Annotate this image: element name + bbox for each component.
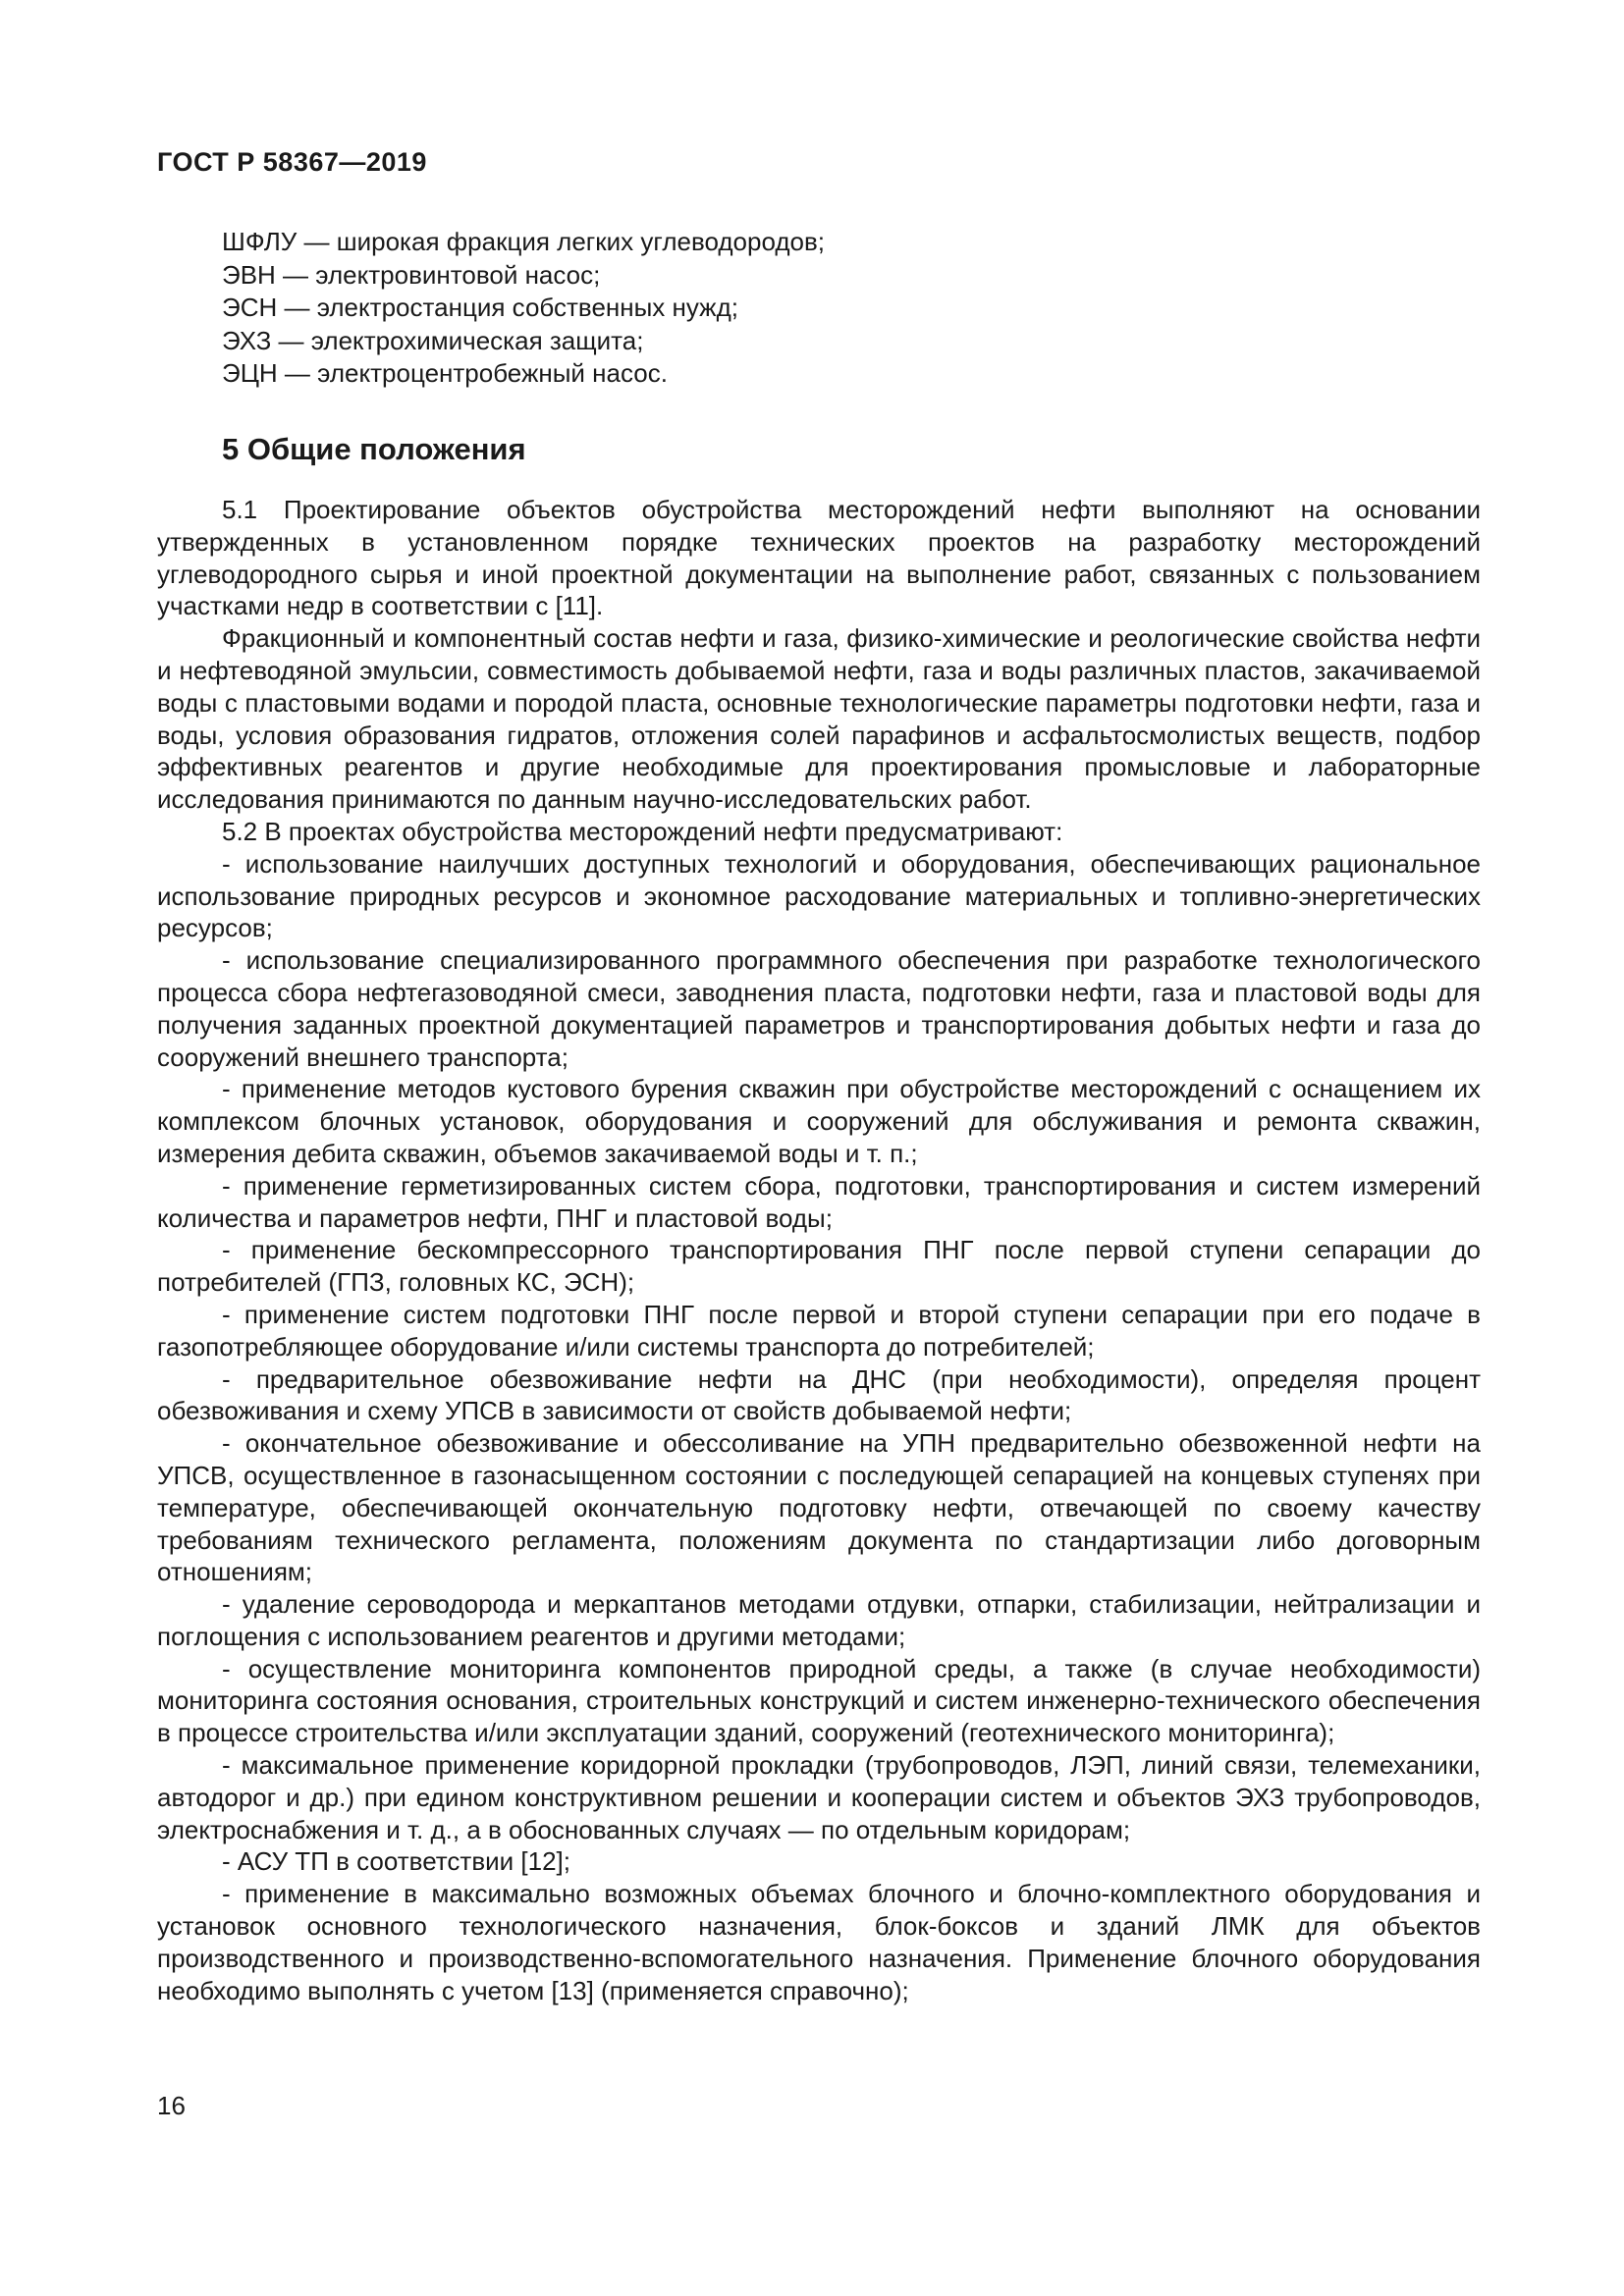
document-header: ГОСТ Р 58367—2019: [157, 147, 427, 177]
section-body: [157, 494, 1481, 2006]
list-item: - предварительное обезвоживание нефти на ДНС (при необходимости), определяя процент обезвоживания и схему УПСВ в зависимости от свойств добываемой нефти;: [157, 1363, 1481, 1426]
list-item: - осуществление мониторинга компонентов природной среды, а также (в случае необходимости) мониторинга состояния основания, строительных конструкций и систем инженерно-технического обеспечения в процессе строительства и/или эксплуатации зданий, сооружений (геотехнического мониторинга);: [157, 1653, 1481, 1748]
page-number: 16: [157, 2091, 186, 2120]
list-item: - максимальное применение коридорной прокладки (трубопроводов, ЛЭП, линий связи, телемеханики, автодорог и др.) при едином конструктивном решении и кооперации систем и объектов ЭХЗ трубопроводов, электроснабжения и т. д., а в обоснованных случаях — по отдельным коридорам;: [157, 1750, 1481, 1844]
paragraph: 5.2 В проектах обустройства месторождений нефти предусматривают:: [222, 816, 1063, 846]
paragraph: 5.1 Проектирование объектов обустройства месторождений нефти выполняют на основании утвержденных в установленном порядке технических проектов на разработку месторождений углеводородного сырья и иной проектной документации на выполнение работ, связанных с пользованием участками недр в соответствии с [11].: [157, 495, 1481, 621]
paragraph: Фракционный и компонентный состав нефти и газа, физико-химические и реологические свойства нефти и нефтеводяной эмульсии, совместимость добываемой нефти, газа и воды различных пластов, закачиваемой воды с пластовыми водами и породой пласта, основные технологические параметры подготовки нефти, газа и воды, условия образования гидратов, отложения солей парафинов и асфальтосмолистых веществ, подбор эффективных реагентов и другие необходимые для проектирования промысловые и лабораторные исследования принимаются по данным научно-исследовательских работ.: [157, 623, 1481, 815]
list-item: - использование наилучших доступных технологий и оборудования, обеспечивающих рациональное использование природных ресурсов и экономное расходование материальных и топливно-энергетических ресурсов;: [157, 848, 1481, 943]
list-item: - удаление сероводорода и меркаптанов методами отдувки, отпарки, стабилизации, нейтрализации и поглощения с использованием реагентов и другими методами;: [157, 1589, 1481, 1651]
list-item: - АСУ ТП в соответствии [12];: [222, 1846, 570, 1877]
list-item: - применение бескомпрессорного транспортирования ПНГ после первой ступени сепарации до потребителей (ГПЗ, головных КС, ЭСН);: [157, 1235, 1481, 1298]
list-item: - применение методов кустового бурения скважин при обустройстве месторождений с оснащением их комплексом блочных установок, оборудования и сооружений для обслуживания и ремонта скважин, измерения дебита скважин, объемов закачиваемой воды и т. п.;: [157, 1074, 1481, 1168]
abbreviation-item: ЭВН — электровинтовой насос;: [222, 259, 601, 290]
abbreviation-item: ЭЦН — электроцентробежный насос.: [222, 358, 668, 388]
abbreviation-item: ЭСН — электростанция собственных нужд;: [222, 293, 738, 322]
list-item: - применение герметизированных систем сбора, подготовки, транспортирования и систем измерений количества и параметров нефти, ПНГ и пластовой воды;: [157, 1170, 1481, 1233]
list-item: - окончательное обезвоживание и обессоливание на УПН предварительно обезвоженной нефти на УПСВ, осуществленное в газонасыщенном состоянии с последующей сепарацией на концевых ступенях при температуре, обеспечивающей окончательную подготовку нефти, отвечающей по своему качеству требованиям технического регламента, положениям документа по стандартизации либо договорным отношениям;: [157, 1428, 1481, 1587]
abbreviation-list: [222, 226, 825, 391]
abbreviation-item: ШФЛУ — широкая фракция легких углеводородов;: [222, 227, 826, 256]
list-item: - применение в максимально возможных объемах блочного и блочно-комплектного оборудования и установок основного технологического назначения, блок-боксов и зданий ЛМК для объектов производственного и производственно-вспомогательного назначения. Применение блочного оборудования необходимо выполнять с учетом [13] (применяется справочно);: [157, 1879, 1481, 2005]
abbreviation-item: ЭХЗ — электрохимическая защита;: [222, 325, 644, 355]
list-item: - использование специализированного программного обеспечения при разработке технологического процесса сбора нефтегазоводяной смеси, заводнения пласта, подготовки нефти, газа и пластовой воды для получения заданных проектной документацией параметров и транспортирования добытых нефти и газа до сооружений внешнего транспорта;: [157, 945, 1481, 1072]
list-item: - применение систем подготовки ПНГ после первой и второй ступени сепарации при его подаче в газопотребляющее оборудование и/или системы транспорта до потребителей;: [157, 1299, 1481, 1362]
section-title: 5 Общие положения: [222, 432, 526, 466]
